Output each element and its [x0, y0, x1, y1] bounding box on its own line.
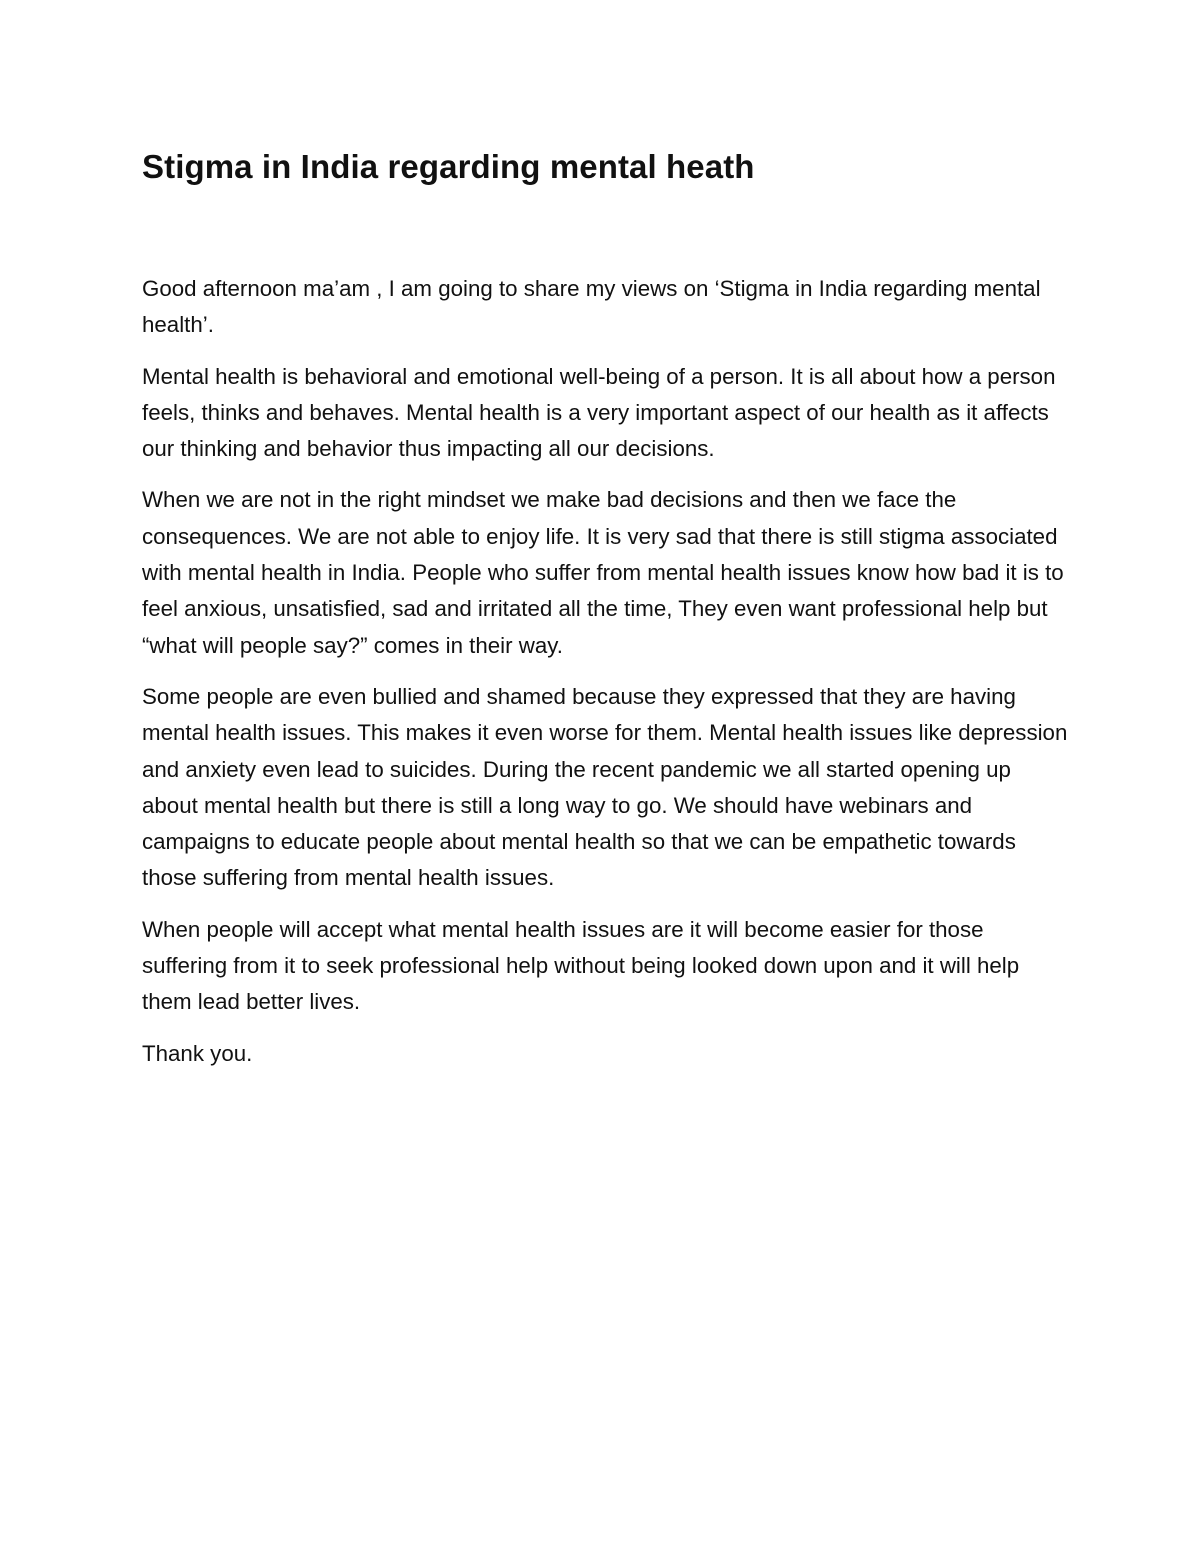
paragraph-stigma: When we are not in the right mindset we make bad decisions and then we face the consequences. We are not able to enjoy life. It is very sad that there is still stigma associated with mental health in India. People who suffer from mental health issues know how bad it is to feel anxious, unsatisfied, sad and irritated all the time, They even want professional help but “what will people say?” comes in their way.: [142, 487, 1064, 658]
paragraph-consequences: Some people are even bullied and shamed because they expressed that they are having mental health issues. This makes it even worse for them. Mental health issues like depression and anxiety even lead to suicides. During the recent pandemic we all started opening up about mental health but there is still a long way to go. We should have webinars and campaigns to educate people about mental health so that we can be empathetic towards those suffering from mental health issues.: [142, 683, 1068, 891]
paragraph-closing: Thank you.: [142, 1040, 253, 1066]
document-content: [142, 145, 1072, 1087]
paragraph-conclusion: When people will accept what mental health issues are it will become easier for those suffering from it to seek professional help without being looked down upon and it will help them lead better lives.: [142, 916, 1020, 1015]
document-body: [142, 271, 1072, 1072]
paragraph-greeting: Good afternoon ma’am , I am going to share my views on ‘Stigma in India regarding mental health’.: [142, 276, 1041, 338]
paragraph-definition: Mental health is behavioral and emotional well-being of a person. It is all about how a person feels, thinks and behaves. Mental health is a very important aspect of our health as it affects our thinking and behavior thus impacting all our decisions.: [142, 363, 1056, 462]
document-title: Stigma in India regarding mental heath: [142, 148, 755, 185]
